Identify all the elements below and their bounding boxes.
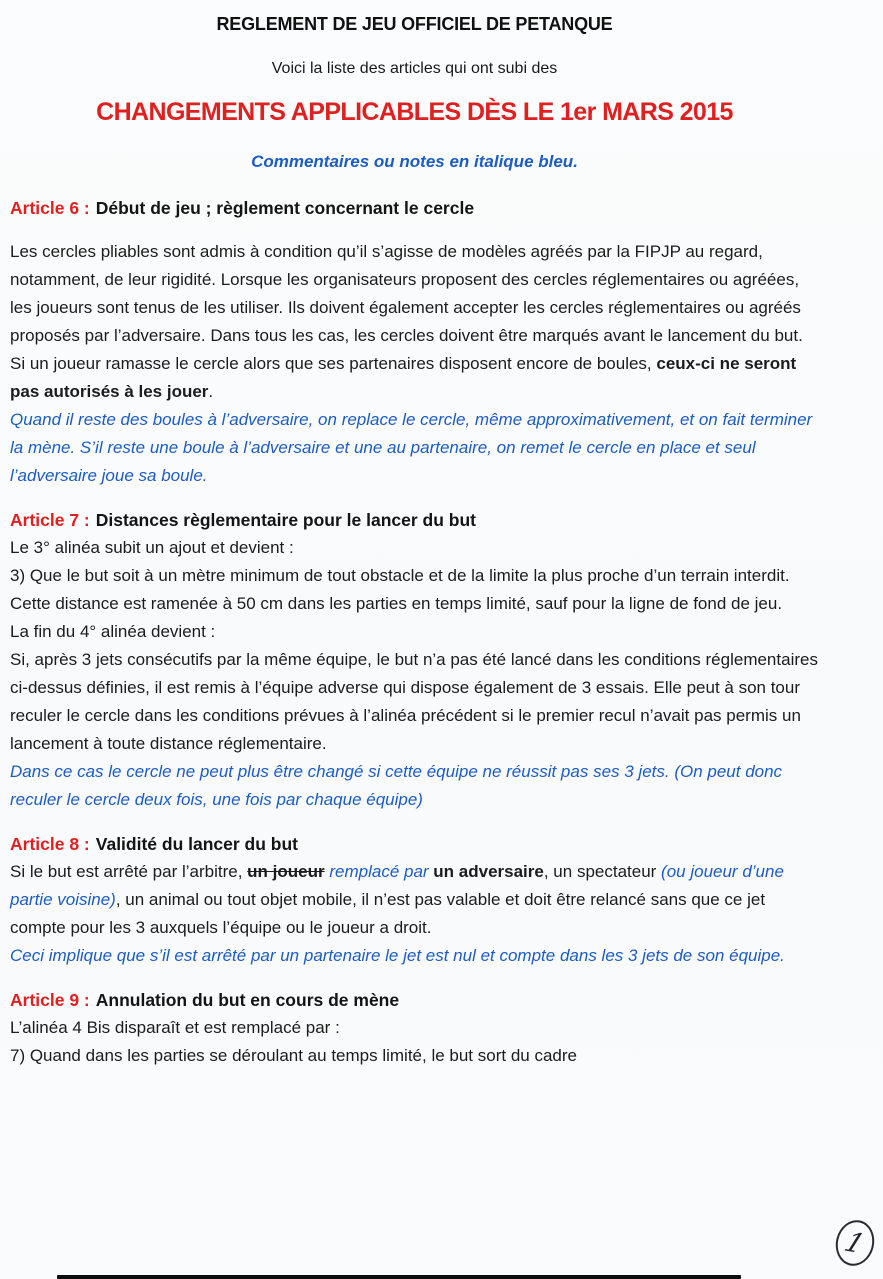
paragraph <box>10 646 819 758</box>
paragraph <box>10 350 819 406</box>
paragraph <box>10 534 819 562</box>
article-title: Validité du lancer du but <box>95 834 298 854</box>
article-heading <box>10 986 819 1014</box>
article-section <box>10 986 819 1070</box>
text-run: remplacé par <box>329 862 434 881</box>
text-run: Les cercles pliables sont admis à condition qu’il s’agisse de modèles agréés par la FIPJP au regard, notamment, de leur rigidité. Lorsque les organisateurs proposent des cercles réglementaires ou agréées, les joueurs sont tenus de les utiliser. Ils doivent également accepter les cercles réglementaires ou agréés proposés par l’adversaire. Dans tous les cas, les cercles doivent être marqués avant le lancement du but. <box>10 242 803 345</box>
handwritten-page-number-annotation <box>831 1216 879 1270</box>
paragraph <box>10 858 819 942</box>
scanner-edge-artifact <box>57 1275 741 1279</box>
paragraph <box>10 618 819 646</box>
paragraph <box>10 1042 819 1070</box>
text-run: Dans ce cas le cercle ne peut plus être changé si cette équipe ne réussit pas ses 3 jets. (On peut donc reculer le cercle deux fois, une fois par chaque équipe) <box>10 762 783 809</box>
article-heading <box>10 194 819 222</box>
text-run: La fin du 4° alinéa devient : <box>10 622 216 641</box>
paragraph <box>10 562 819 618</box>
article-heading <box>10 830 819 858</box>
changes-banner: CHANGEMENTS APPLICABLES DÈS LE 1er MARS 2015 <box>96 98 733 126</box>
text-run: 3) Que le but soit à un mètre minimum de tout obstacle et de la limite la plus proche d’un terrain interdit. Cette distance est ramenée à 50 cm dans les parties en temps limité, sauf pour la ligne de fond de jeu. <box>10 566 790 613</box>
paragraph <box>10 1014 819 1042</box>
article-title: Distances règlementaire pour le lancer du but <box>95 510 476 530</box>
article-section <box>10 830 819 970</box>
page-number: 1 <box>840 1226 870 1260</box>
text-run: L’alinéa 4 Bis disparaît et est remplacé par : <box>10 1018 340 1037</box>
text-run: Quand il reste des boules à l’adversaire, on replace le cercle, même approximativement, et on fait terminer la mène. S’il reste une boule à l’adversaire et une au partenaire, on remet le cercle en place et seul l’adversaire joue sa boule. <box>10 410 813 485</box>
article-label: Article 9 : <box>10 990 90 1010</box>
document-subtitle: Voici la liste des articles qui ont subi des <box>271 60 558 77</box>
text-run: Si le but est arrêté par l’arbitre, <box>10 862 248 881</box>
article-body <box>10 858 819 970</box>
article-body <box>10 1014 819 1070</box>
article-label: Article 7 : <box>10 510 90 530</box>
paragraph <box>10 238 819 350</box>
text-run: un adversaire <box>433 862 544 881</box>
text-run: Ceci implique que s’il est arrêté par un partenaire le jet est nul et compte dans les 3 jets de son équipe. <box>10 946 785 965</box>
text-run: , un spectateur <box>543 862 662 881</box>
article-label: Article 8 : <box>10 834 90 854</box>
articles-container <box>10 194 819 1070</box>
text-run: (ou joueur d’une partie voisine) <box>10 862 784 909</box>
text-run: 7) Quand dans les parties se déroulant au temps limité, le but sort du cadre <box>10 1046 577 1065</box>
article-title: Début de jeu ; règlement concernant le cercle <box>95 198 475 218</box>
text-run: ceux-ci ne seront pas autorisés à les jouer <box>10 354 797 401</box>
text-run: Si un joueur ramasse le cercle alors que ses partenaires disposent encore de boules, <box>10 354 657 373</box>
text-run: . <box>208 382 214 401</box>
text-run: Si, après 3 jets consécutifs par la même équipe, le but n’a pas été lancé dans les conditions réglementaires ci-dessus définies, il est remis à l’équipe adverse qui dispose également de 3 essais. Elle peut à son tour reculer le cercle dans les conditions prévues à l’alinéa précédent si le premier recul n’avait pas permis un lancement à toute distance réglementaire. <box>10 650 818 753</box>
document-title: REGLEMENT DE JEU OFFICIEL DE PETANQUE <box>216 14 613 34</box>
text-run: , un animal ou tout objet mobile, il n’est pas valable et doit être relancé sans que ce jet compte pour les 3 auxquels l’équipe ou le joueur a droit. <box>10 890 766 937</box>
comments-note: Commentaires ou notes en italique bleu. <box>251 152 578 171</box>
article-heading <box>10 506 819 534</box>
text-run: un joueur <box>247 862 325 881</box>
article-label: Article 6 : <box>10 198 90 218</box>
article-title: Annulation du but en cours de mène <box>95 990 400 1010</box>
text-run: Le 3° alinéa subit un ajout et devient : <box>10 538 294 557</box>
article-section <box>10 194 819 490</box>
article-body <box>10 534 819 814</box>
paragraph <box>10 758 819 814</box>
paragraph <box>10 942 819 970</box>
paragraph <box>10 406 819 490</box>
article-body <box>10 238 819 490</box>
article-section <box>10 506 819 814</box>
